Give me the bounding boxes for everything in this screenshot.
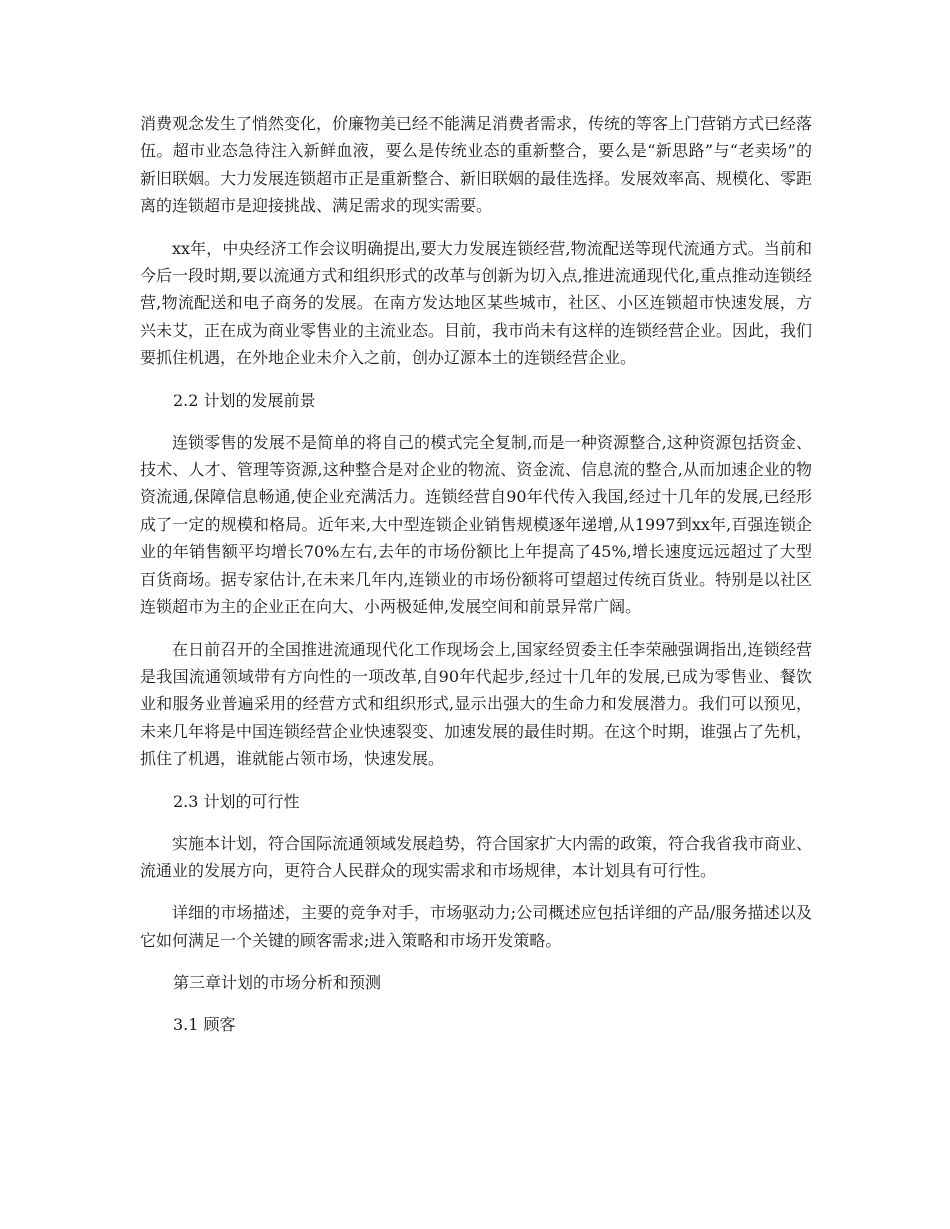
paragraph-circulation-modernization-meeting: 在日前召开的全国推进流通现代化工作现场会上,国家经贸委主任李荣融强调指出,连锁经营是我国流通领域带有方向性的一项改革,自90年代起步,经过十几年的发展,已成为零售业、餐饮业和服务业普遍采用的经营方式和组织形式,显示出强大的生命力和发展潜力。我们可以预见，未来几年将是中国连锁经营企业快速裂变、加速发展的最佳时期。在这个时期，谁强占了先机，抓住了机遇，谁就能占领市场，快速发展。 <box>140 639 813 769</box>
paragraph-supermarket-trend: 消费观念发生了悄然变化，价廉物美已经不能满足消费者需求，传统的等客上门营销方式已经落伍。超市业态急待注入新鲜血液，要么是传统业态的重新整合，要么是“新思路”与“老卖场”的新旧联姻。大力发展连锁超市正是重新整合、新旧联姻的最佳选择。发展效率高、规模化、零距离的连锁超市是迎接挑战、满足需求的现实需要。 <box>140 114 813 216</box>
document-page <box>140 110 812 1038</box>
paragraph-central-economic-conference: xx年，中央经济工作会议明确提出,要大力发展连锁经营,物流配送等现代流通方式。当前和今后一段时期,要以流通方式和组织形式的改革与创新为切入点,推进流通现代化,重点推动连锁经营,物流配送和电子商务的发展。在南方发达地区某些城市，社区、小区连锁超市快速发展，方兴未艾，正在成为商业零售业的主流业态。目前，我市尚未有这样的连锁经营企业。因此，我们要抓住机遇，在外地企业未介入之前，创办辽源本土的连锁经营企业。 <box>140 238 813 368</box>
section-heading-2-2: 2.2 计划的发展前景 <box>173 390 316 410</box>
section-heading-2-3: 2.3 计划的可行性 <box>173 791 300 811</box>
section-heading-3-1: 3.1 顾客 <box>173 1015 236 1035</box>
chapter-heading-3: 第三章计划的市场分析和预测 <box>173 973 382 993</box>
paragraph-feasibility: 实施本计划，符合国际流通领域发展趋势，符合国家扩大内需的政策，符合我省我市商业、流通业的发展方向，更符合人民群众的现实需求和市场规律，本计划具有可行性。 <box>140 833 813 880</box>
paragraph-market-description: 详细的市场描述，主要的竞争对手，市场驱动力;公司概述应包括详细的产品/服务描述以及它如何满足一个关键的顾客需求;进入策略和市场开发策略。 <box>140 903 812 950</box>
paragraph-chain-retail-development: 连锁零售的发展不是简单的将自己的模式完全复制,而是一种资源整合,这种资源包括资金、技术、人才、管理等资源,这种整合是对企业的物流、资金流、信息流的整合,从而加速企业的物资流通,保障信息畅通,使企业充满活力。连锁经营自90年代传入我国,经过十几年的发展,已经形成了一定的规模和格局。近年来,大中型连锁企业销售规模逐年递增,从1997到xx年,百强连锁企业的年销售额平均增长70%左右,去年的市场份额比上年提高了45%,增长速度远远超过了大型百货商场。据专家估计,在未来几年内,连锁业的市场份额将可望超过传统百货业。特别是以社区连锁超市为主的企业正在向大、小两极延伸,发展空间和前景异常广阔。 <box>140 432 812 617</box>
